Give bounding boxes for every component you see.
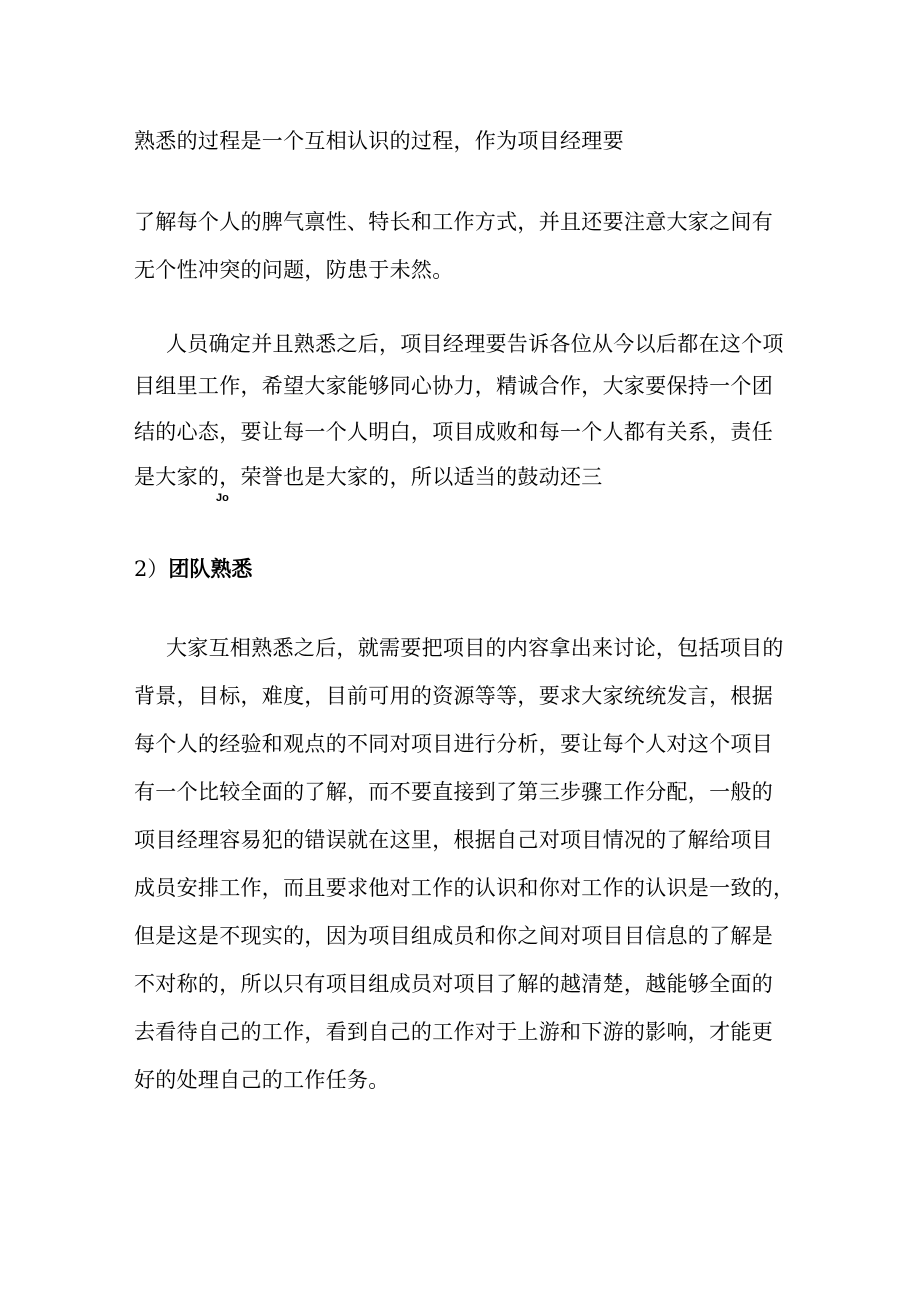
paragraph-confirm-line-4: 是大家的，荣誉也是大家的，所以适当的鼓动还三 <box>134 465 603 489</box>
paragraph-intro-line-2: 了解每个人的脾气禀性、特长和工作方式，并且还要注意大家之间有 <box>134 210 773 234</box>
paragraph-discuss-line-7: 但是这是不现实的，因为项目组成员和你之间对项目目信息的了解是 <box>134 924 773 948</box>
paragraph-discuss-line-8: 不对称的，所以只有项目组成员对项目了解的越清楚，越能够全面的 <box>134 972 773 996</box>
paragraph-discuss-line-4: 有一个比较全面的了解，而不要直接到了第三步骤工作分配，一般的 <box>134 780 773 804</box>
section-heading <box>134 556 252 582</box>
section-title: 团队熟悉 <box>168 557 253 581</box>
paragraph-confirm-line-1: 人员确定并且熟悉之后，项目经理要告诉各位从今以后都在这个项 <box>166 332 784 356</box>
paragraph-confirm-line-3: 结的心态，要让每一个人明白，项目成败和每一个人都有关系，责任 <box>134 420 773 444</box>
paragraph-discuss-line-3: 每个人的经验和观点的不同对项目进行分析，要让每个人对这个项目 <box>134 732 773 756</box>
paragraph-discuss-line-5: 项目经理容易犯的错误就在这里，根据自己对项目情况的了解给项目 <box>134 828 773 852</box>
paragraph-discuss-line-6: 成员安排工作，而且要求他对工作的认识和你对工作的认识是一致的， <box>134 876 795 900</box>
paragraph-discuss-line-9: 去看待自己的工作，看到自己的工作对于上游和下游的影响，才能更 <box>134 1020 773 1044</box>
footnote-mark: Jo <box>216 492 229 504</box>
paragraph-discuss-line-2: 背景，目标，难度，目前可用的资源等等，要求大家统统发言，根据 <box>134 684 773 708</box>
section-number: 2） <box>134 557 169 581</box>
paragraph-discuss-line-10: 好的处理自己的工作任务。 <box>134 1068 390 1092</box>
paragraph-intro-line-1: 熟悉的过程是一个互相认识的过程，作为项目经理要 <box>134 129 624 153</box>
paragraph-confirm-line-2: 目组里工作，希望大家能够同心协力，精诚合作，大家要保持一个团 <box>134 374 773 398</box>
paragraph-discuss-line-1: 大家互相熟悉之后，就需要把项目的内容拿出来讨论，包括项目的 <box>166 636 784 660</box>
paragraph-intro-line-3: 无个性冲突的问题，防患于未然。 <box>134 258 454 282</box>
